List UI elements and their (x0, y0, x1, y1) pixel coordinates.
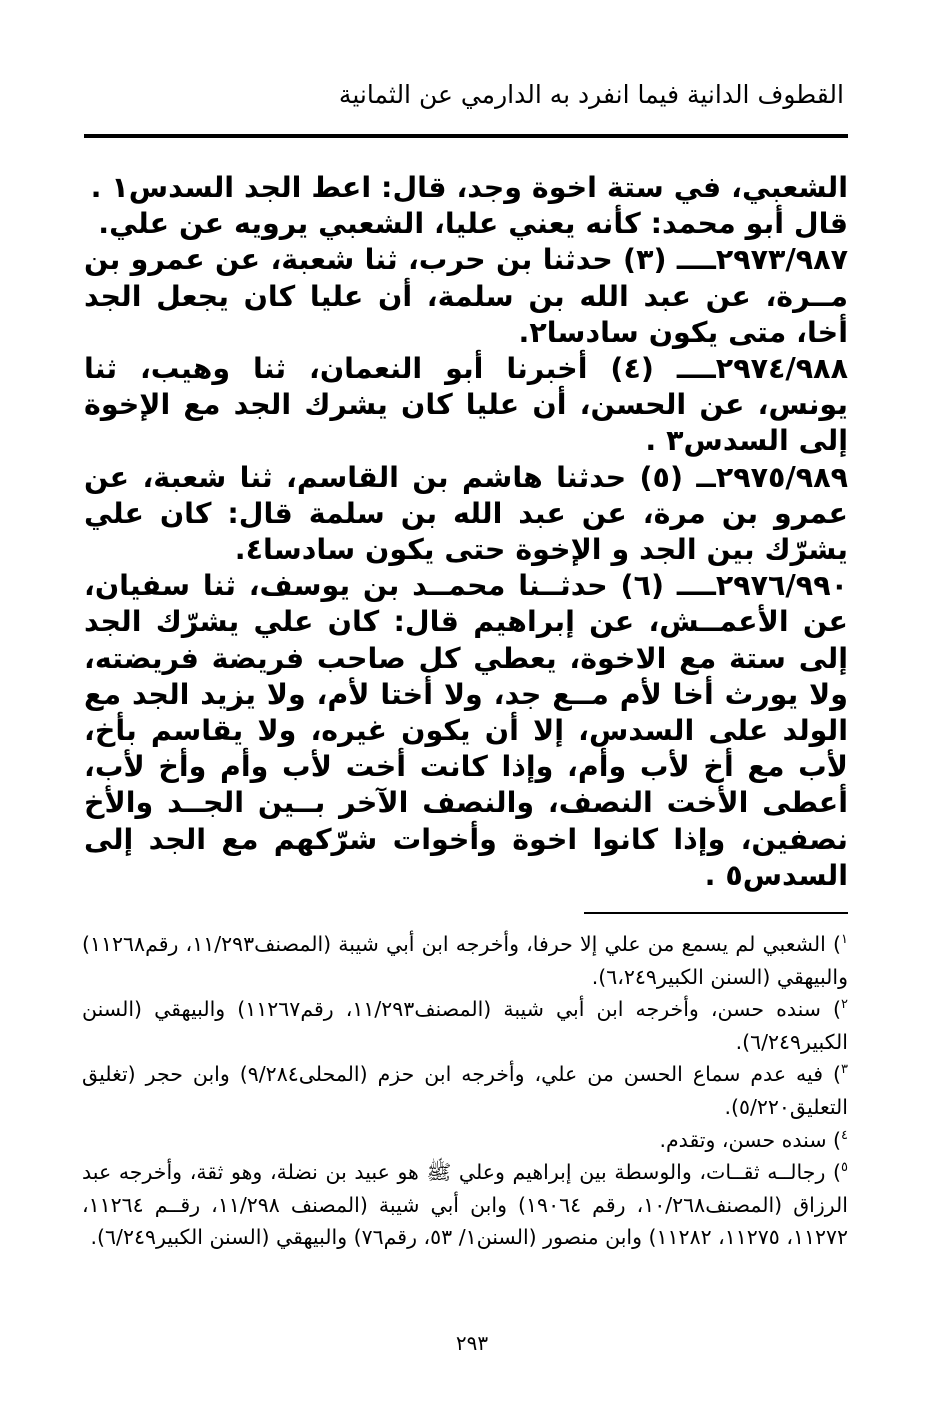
running-head: القطوف الدانية فيما انفرد به الدارمي عن الثمانية (338, 80, 844, 109)
footnote-mark: ٣ (841, 1062, 848, 1078)
footnotes (82, 928, 848, 1254)
footnote-text: رجالــه ثقــات، والوسطة بين إبراهيم وعلي ﷺ هو عبيد بن نضلة، وهو ثقة، وأخرجه عبد الرزاق (المصنف١٠/٢٦٨، رقم ١٩٠٦٤) وابن أبي شيبة (المصنف ١١/٢٩٨، رقــم ١١٢٦٤، ١١٢٧٢، ١١٢٧٥، ١١٢٨٢) وابن منصور (السنن١/ ٥٣، رقم٧٦) والبيهقي (السنن الكبير٦/٢٤٩). (82, 1160, 848, 1250)
hadith-2973: ٢٩٧٣/٩٨٧ــــ (٣) حدثنا بن حرب، ثنا شعبة، عن عمرو بن مــرة، عن عبد الله بن سلمة، أن عليا كان يجعل الجد أخا، متى يكون سادسا٢. (84, 243, 848, 349)
footnote-text: الشعبي لم يسمع من علي إلا حرفا، وأخرجه ابن أبي شيبة (المصنف١١/٢٩٣، رقم١١٢٦٨) والبيهقي (السنن الكبير٦،٢٤٩). (82, 932, 848, 989)
footnote-text: سنده حسن، وتقدم. (659, 1127, 827, 1152)
footnote-3: $^٣$) فيه عدم سماع الحسن من علي، وأخرجه ابن حزم (المحلى٩/٢٨٤) وابن حجر (تغليق التعليق٥/٢٢٠). (82, 1062, 848, 1119)
paragraph: قال أبو محمد: كأنه يعني عليا، الشعبي يرويه عن علي. (98, 207, 848, 241)
hadith-2975: ٢٩٧٥/٩٨٩ــ (٥) حدثنا هاشم بن القاسم، ثنا شعبة، عن عمرو بن مرة، عن عبد الله بن سلمة قال: كان علي يشرّك بين الجد و الإخوة حتى يكون سادسا٤. (84, 460, 848, 567)
footnote-mark: ٢ (841, 997, 848, 1013)
paragraph: الشعبي، في ستة اخوة وجد، قال: اعط الجد السدس١ . (90, 171, 848, 204)
hadith-2974: ٢٩٧٤/٩٨٨ــــ (٤) أخبرنا أبو النعمان، ثنا وهيب، ثنا يونس، عن الحسن، أن عليا كان يشرك الجد مع الإخوة إلى السدس٣ . (84, 352, 848, 458)
footnote-mark: ٤ (841, 1127, 848, 1143)
header-rule (84, 134, 848, 138)
footnote-mark: ١ (841, 932, 848, 948)
footnote-1: $^١$) الشعبي لم يسمع من علي إلا حرفا، وأخرجه ابن أبي شيبة (المصنف١١/٢٩٣، رقم١١٢٦٨) والبيهقي (السنن الكبير٦،٢٤٩). (82, 932, 848, 989)
footnote-text: سنده حسن، وأخرجه ابن أبي شيبة (المصنف١١/٢٩٣، رقم١١٢٦٧) والبيهقي (السنن الكبير٦/٢٤٩). (82, 997, 848, 1054)
footnote-2: $^٢$) سنده حسن، وأخرجه ابن أبي شيبة (المصنف١١/٢٩٣، رقم١١٢٦٧) والبيهقي (السنن الكبير٦/٢٤٩). (82, 997, 848, 1054)
hadith-2976: ٢٩٧٦/٩٩٠ــــ (٦) حدثــنا محمــد بن يوسف، ثنا سفيان، عن الأعمــش، عن إبراهيم قال: كان علي يشرّك الجد إلى ستة مع الاخوة، يعطي كل صاحب فريضة فريضته، ولا يورث أخا لأم مــع جد، ولا أختا لأم، ولا يزيد الجد مع الولد على السدس، إلا أن يكون غيره، ولا يقاسم بأخ، لأب مع أخ لأب وأم، وإذا كانت أخت لأب وأم وأخ لأب، أعطى الأخت النصف، والنصف الآخر بــين الجــد والأخ نصفين، وإذا كانوا اخوة وأخوات شرّكهم مع الجد إلى السدس٥ . (84, 569, 848, 892)
footnote-rule (584, 912, 848, 914)
footnote-mark: ٥ (841, 1160, 848, 1176)
footnote-text: فيه عدم سماع الحسن من علي، وأخرجه ابن حزم (المحلى٩/٢٨٤) وابن حجر (تغليق التعليق٥/٢٢٠). (82, 1062, 848, 1119)
page-number: ٢٩٣ (455, 1331, 489, 1355)
main-text (84, 170, 848, 894)
footnote-4: $^٤$) سنده حسن، وتقدم. (659, 1127, 848, 1152)
footnote-5: $^٥$) رجالــه ثقــات، والوسطة بين إبراهيم وعلي ﷺ هو عبيد بن نضلة، وهو ثقة، وأخرجه عبد الرزاق (المصنف١٠/٢٦٨، رقم ١٩٠٦٤) وابن أبي شيبة (المصنف ١١/٢٩٨، رقــم ١١٢٦٤، ١١٢٧٢، ١١٢٧٥، ١١٢٨٢) وابن منصور (السنن١/ ٥٣، رقم٧٦) والبيهقي (السنن الكبير٦/٢٤٩). (82, 1160, 848, 1250)
